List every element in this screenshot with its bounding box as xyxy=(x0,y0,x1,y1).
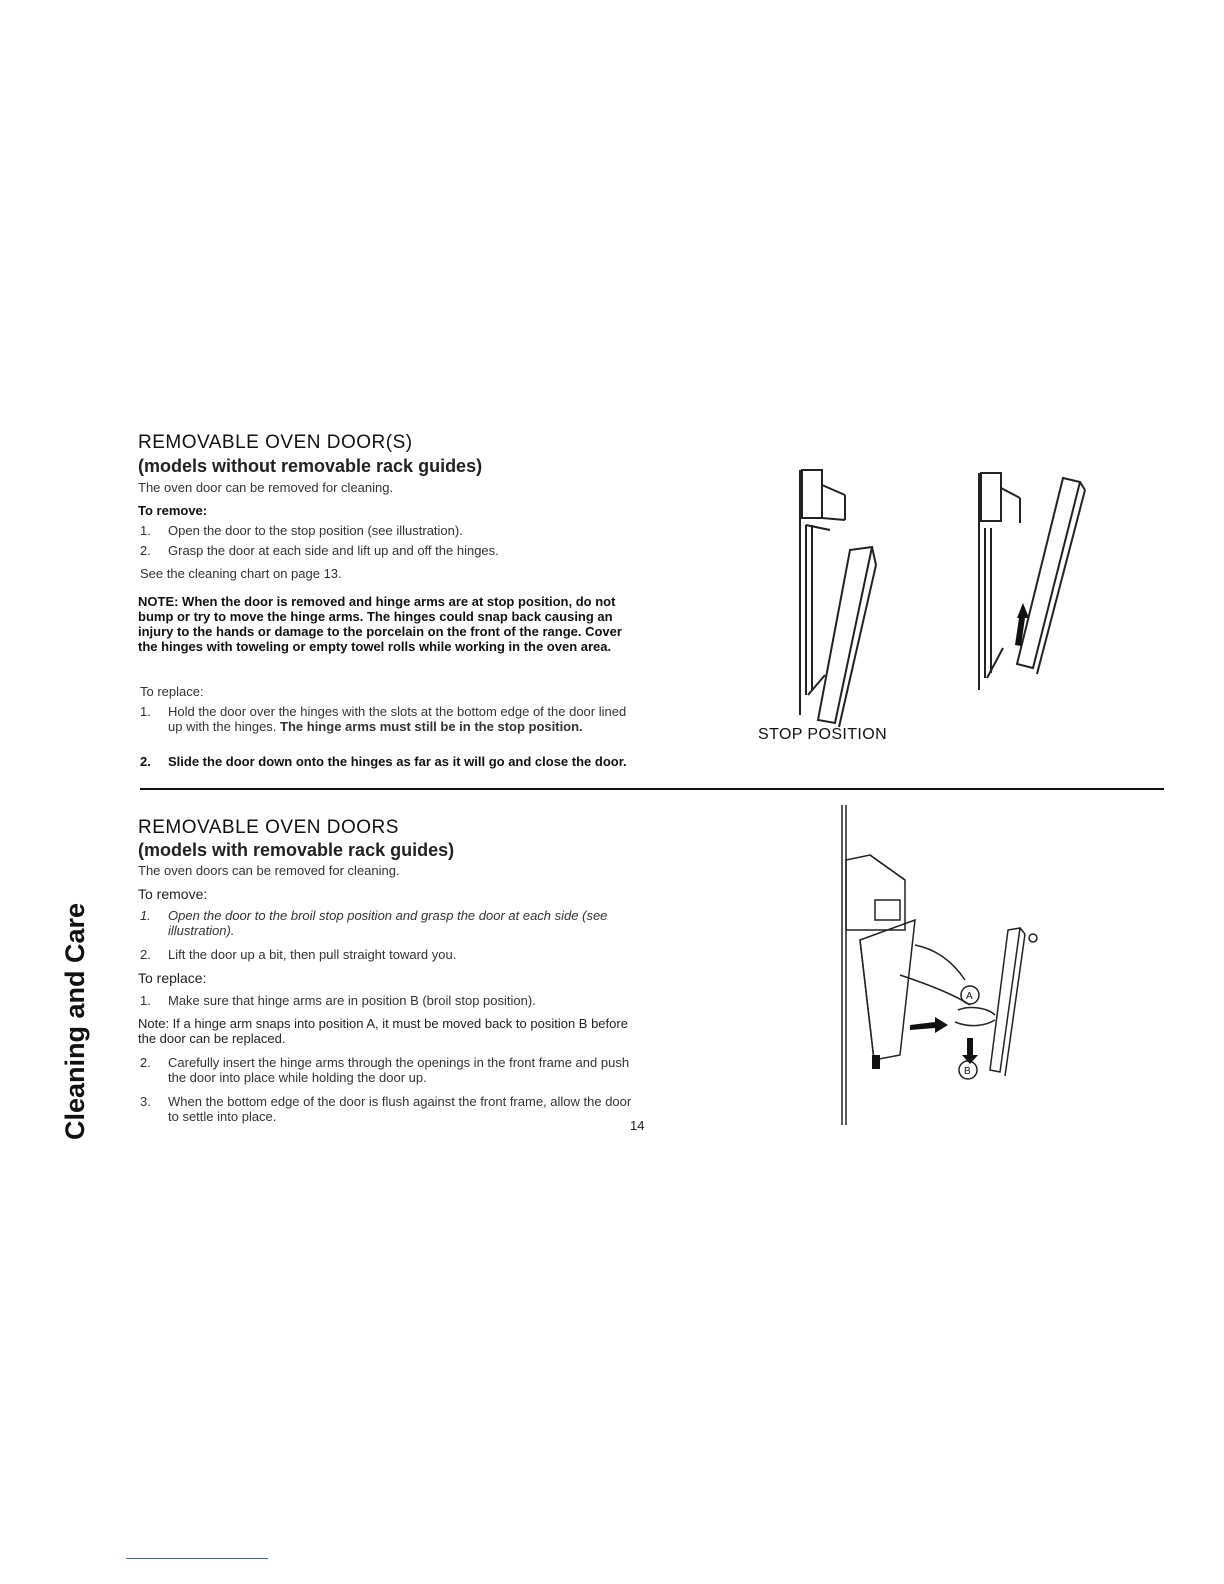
step-text: Hold the door over the hinges with the slots at the bottom edge of the door lined up with the hinges. xyxy=(168,704,627,734)
broil-stop-illustration xyxy=(830,800,1050,1130)
step-text: Make sure that hinge arms are in position B (broil stop position). xyxy=(168,993,536,1008)
section1-remove-step-2 xyxy=(140,543,640,559)
step-text: Open the door to the stop position (see illustration). xyxy=(168,523,463,538)
step-text: Open the door to the broil stop position and grasp the door at each side (see illustration). xyxy=(168,908,608,938)
marker-a-label: A xyxy=(966,991,973,1002)
section1-remove-label: To remove: xyxy=(138,503,208,518)
section2-replace-step-2 xyxy=(140,1055,640,1087)
section2-title: REMOVABLE OVEN DOORS xyxy=(138,817,399,838)
step-number: 3. xyxy=(140,1094,151,1109)
section2-remove-step-2 xyxy=(140,947,640,963)
step-number: 2. xyxy=(140,1055,151,1070)
section1-remove-step-1 xyxy=(140,523,640,539)
step-text: Carefully insert the hinge arms through the openings in the front frame and push the door into place while holding the door up. xyxy=(168,1055,630,1085)
section1-replace-step-1 xyxy=(140,704,640,750)
step-text: Grasp the door at each side and lift up and off the hinges. xyxy=(168,543,499,558)
section2-note: Note: If a hinge arm snaps into position A, it must be moved back to position B before the door can be replaced. xyxy=(138,1016,628,1046)
step-number: 1. xyxy=(140,908,151,923)
section1-replace-label: To replace: xyxy=(140,684,204,699)
section1-subtitle: (models without removable rack guides) xyxy=(138,456,483,476)
lift-door-illustration-right xyxy=(975,468,1095,698)
step-number: 2. xyxy=(140,543,151,558)
step-number: 2. xyxy=(140,754,151,769)
side-tab-cleaning-and-care: Cleaning and Care xyxy=(60,902,90,1140)
section-divider xyxy=(140,788,1164,790)
step-number: 2. xyxy=(140,947,151,962)
step-number: 1. xyxy=(140,993,151,1008)
section2-replace-step-1 xyxy=(140,993,640,1009)
section1-see-chart: See the cleaning chart on page 13. xyxy=(140,566,342,581)
marker-b-label: B xyxy=(964,1066,971,1077)
step-number: 1. xyxy=(140,523,151,538)
section2-replace-label: To replace: xyxy=(138,970,207,986)
section1-title: REMOVABLE OVEN DOOR(S) xyxy=(138,432,413,453)
step-text-emphasis: The hinge arms must still be in the stop position. xyxy=(280,719,583,734)
section1-replace-step-2 xyxy=(140,754,640,786)
step-number: 1. xyxy=(140,704,151,719)
section2-remove-label: To remove: xyxy=(138,886,208,902)
step-text: When the bottom edge of the door is flush against the front frame, allow the door to settle into place. xyxy=(168,1094,632,1124)
section1-note: NOTE: When the door is removed and hinge arms are at stop position, do not bump or try to move the hinge arms. The hinges could snap back causing an injury to the hands or damage to the porcelain on the front of the range. Cover the hinges with toweling or empty towel rolls while working in the oven area. xyxy=(138,594,622,654)
section2-subtitle: (models with removable rack guides) xyxy=(138,840,455,860)
section2-remove-step-1 xyxy=(140,908,640,940)
section1-intro: The oven door can be removed for cleaning. xyxy=(138,480,394,495)
footer-link-line xyxy=(126,1558,268,1559)
step-text: Slide the door down onto the hinges as far as it will go and close the door. xyxy=(168,754,627,769)
step-text: Lift the door up a bit, then pull straight toward you. xyxy=(168,947,457,962)
stop-position-illustration-left xyxy=(790,465,900,725)
section2-intro: The oven doors can be removed for cleaning. xyxy=(138,863,400,878)
page-number: 14 xyxy=(630,1118,645,1133)
section2-replace-step-3 xyxy=(140,1094,640,1126)
stop-position-caption: STOP POSITION xyxy=(758,726,888,743)
